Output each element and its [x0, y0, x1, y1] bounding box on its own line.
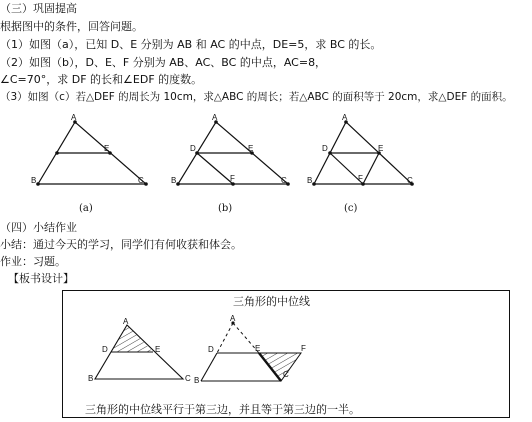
dashed-ad — [217, 323, 233, 353]
question-2-line1: （2）如图（b），D、E、F 分别为 AB、AC、BC 的中点，AC=8， — [0, 56, 327, 69]
figure-b — [168, 112, 298, 192]
label-b: B — [194, 376, 200, 385]
point-b — [312, 182, 316, 186]
label-a: A — [230, 315, 236, 323]
label-c: C — [185, 374, 191, 383]
label-a: A — [71, 113, 77, 122]
section3-heading: （三）巩固提高 — [0, 2, 77, 15]
label-c: C — [407, 176, 413, 185]
point-c — [144, 182, 148, 186]
point-d — [328, 151, 332, 155]
label-e: E — [255, 344, 261, 353]
homework-text: 作业：习题。 — [0, 255, 66, 268]
midline-df — [197, 153, 233, 184]
question-3: （3）如图（c）若△DEF 的周长为 10cm，求△ABC 的周长；若△ABC 的面积等于 20cm，求△DEF 的面积。 — [0, 91, 513, 103]
label-e: E — [248, 144, 254, 153]
label-d: D — [102, 345, 108, 354]
caption-a: (a) — [79, 203, 93, 214]
board-figure-left — [87, 317, 200, 385]
summary-text: 小结：通过今天的学习，同学们有何收获和体会。 — [0, 238, 242, 251]
label-b: B — [307, 176, 313, 185]
label-b: B — [171, 176, 177, 185]
point-b — [176, 182, 180, 186]
label-e: E — [104, 144, 110, 153]
label-c: C — [138, 176, 144, 185]
point-d — [55, 151, 59, 155]
label-d: D — [322, 144, 328, 153]
figure-c — [304, 112, 434, 192]
label-e: E — [155, 345, 161, 354]
label-c: C — [281, 176, 287, 185]
caption-c: (c) — [344, 203, 358, 214]
label-f: F — [230, 174, 235, 183]
label-e: E — [378, 144, 384, 153]
label-d: D — [190, 144, 196, 153]
board-heading: 【板书设计】 — [8, 272, 74, 285]
section4-heading: （四）小结作业 — [0, 221, 77, 234]
label-f: F — [301, 344, 306, 353]
label-a: A — [342, 113, 348, 122]
question-2-line2: ∠C=70°，求 DF 的长和∠EDF 的度数。 — [0, 73, 203, 86]
question-1: （1）如图（a），已知 D、E 分别为 AB 和 AC 的中点，DE=5，求 BC 的长。 — [0, 38, 382, 51]
hatched-region — [111, 325, 153, 352]
figure-a — [28, 112, 158, 192]
label-c: C — [283, 370, 289, 379]
section3-intro: 根据图中的条件，回答问题。 — [0, 20, 143, 33]
board-design-box — [62, 290, 510, 418]
label-b: B — [88, 374, 94, 383]
caption-b: (b) — [218, 203, 233, 214]
label-b: B — [31, 176, 37, 185]
board-conclusion: 三角形的中位线平行于第三边，并且等于第三边的一半。 — [85, 403, 360, 416]
label-a: A — [212, 113, 218, 122]
board-figure-right — [193, 315, 313, 387]
hatched-rotated-triangle — [259, 353, 301, 381]
board-title: 三角形的中位线 — [233, 295, 310, 308]
label-a: A — [123, 317, 129, 326]
side-db — [201, 353, 217, 381]
label-d: D — [208, 345, 214, 354]
label-f: F — [358, 174, 363, 183]
midline-ef — [363, 153, 379, 184]
point-b — [36, 182, 40, 186]
